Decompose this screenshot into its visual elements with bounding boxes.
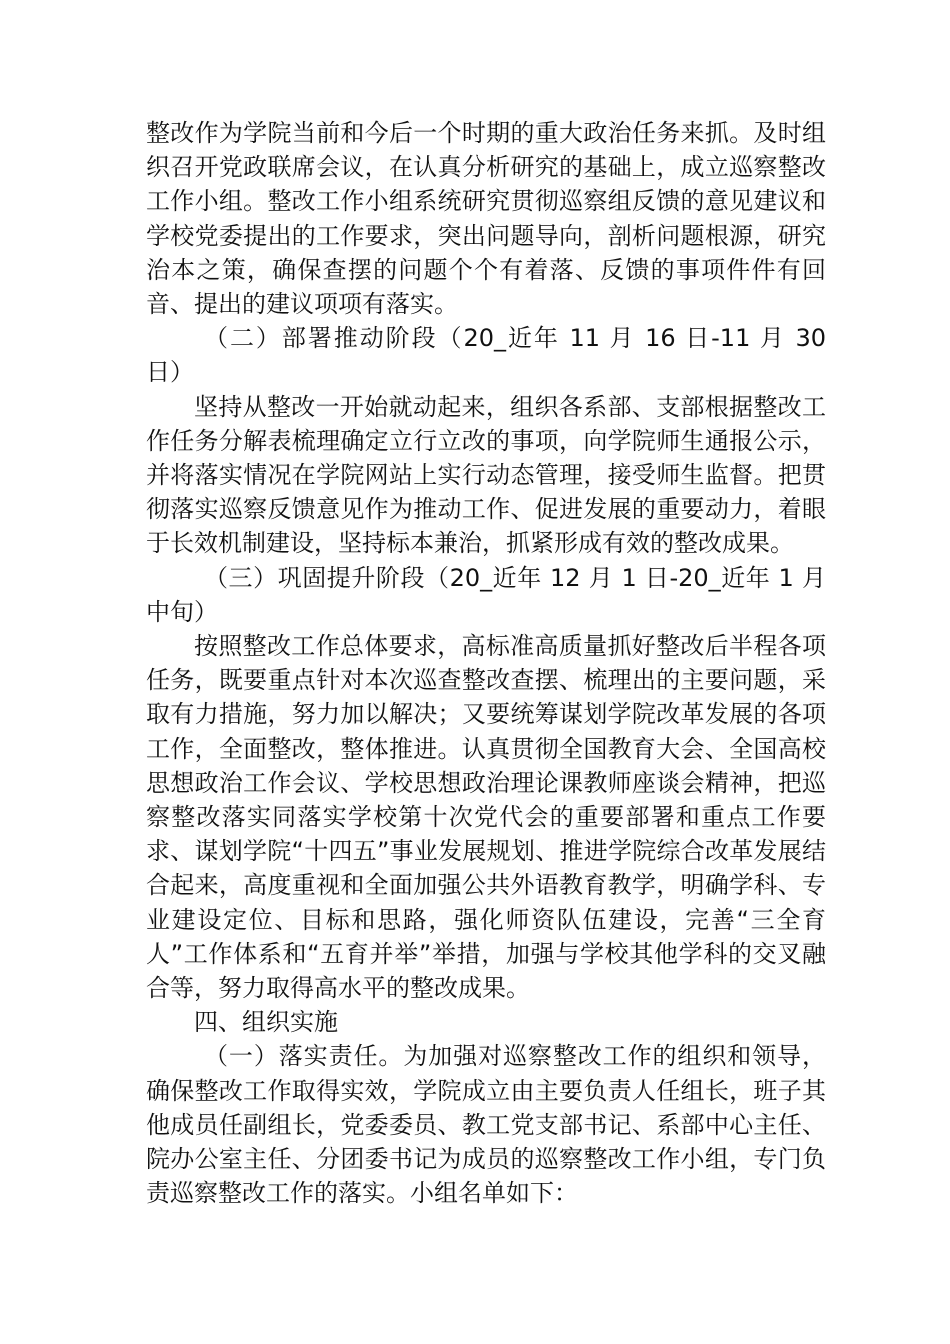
subheading-deployment-stage: （二）部署推动阶段（20_近年 11 月 16 日-11 月 30 日） [146, 324, 826, 387]
paragraph-consolidation-stage: 按照整改工作总体要求，高标准高质量抓好整改后半程各项任务，既要重点针对本次巡查整改查摆、梳理出的主要问题，采取有力措施，努力加以解决；又要统筹谋划学院改革发展的各项工作，全面整改，整体推进。认真贯彻全国教育大会、全国高校思想政治工作会议、学校思想政治理论课教师座谈会精神，把巡察整改落实同落实学校第十次党代会的重要部署和重点工作要求、谋划学院“十四五”事业发展规划、推进学院综合改革发展结合起来，高度重视和全面加强公共外语教育教学，明确学科、专业建设定位、目标和思路，强化师资队伍建设，完善“三全育人”工作体系和“五育并举”举措，加强与学校其他学科的交叉融合等，努力取得高水平的整改成果。 [146, 632, 826, 1003]
subheading-consolidation-stage: （三）巩固提升阶段（20_近年 12 月 1 日-20_近年 1 月中旬） [146, 563, 826, 626]
paragraph-intro-continued: 整改作为学院当前和今后一个时期的重大政治任务来抓。及时组织召开党政联席会议，在认真分析研究的基础上，成立巡察整改工作小组。整改工作小组系统研究贯彻巡察组反馈的意见建议和学校党委提出的工作要求，突出问题导向，剖析问题根源，研究治本之策，确保查摆的问题个个有着落、反馈的事项件件有回音、提出的建议项项有落实。 [146, 119, 826, 319]
paragraph-deployment-stage: 坚持从整改一开始就动起来，组织各系部、支部根据整改工作任务分解表梳理确定立行立改的事项，向学院师生通报公示，并将落实情况在学院网站上实行动态管理，接受师生监督。把贯彻落实巡察反馈意见作为推动工作、促进发展的重要动力，着眼于长效机制建设，坚持标本兼治，抓紧形成有效的整改成果。 [146, 392, 826, 558]
document-page [146, 116, 826, 1211]
heading-organization-implementation: 四、组织实施 [194, 1008, 338, 1037]
paragraph-responsibility: （一）落实责任。为加强对巡察整改工作的组织和领导，确保整改工作取得实效，学院成立由主要负责人任组长，班子其他成员任副组长，党委委员、教工党支部书记、系部中心主任、院办公室主任、分团委书记为成员的巡察整改工作小组，专门负责巡察整改工作的落实。小组名单如下： [146, 1042, 826, 1208]
